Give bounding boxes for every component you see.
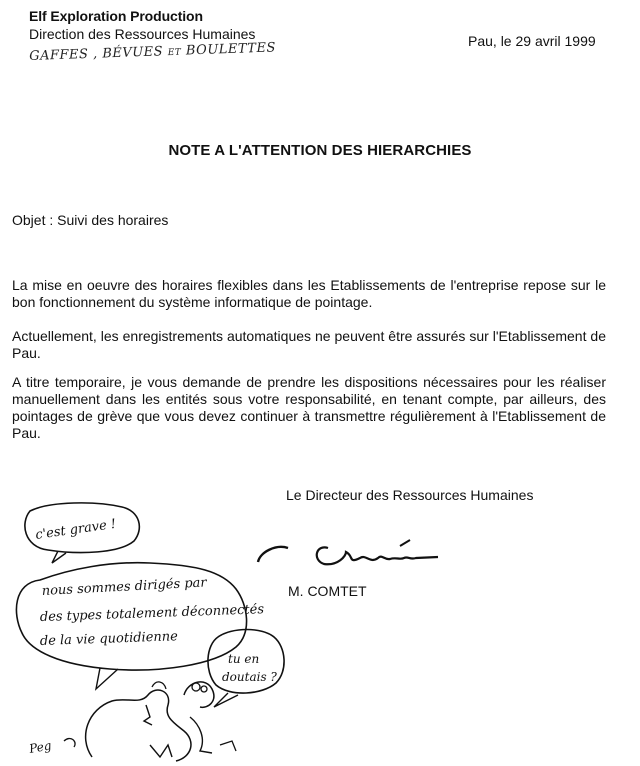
place-date: Pau, le 29 avril 1999 — [468, 33, 596, 49]
department-name: Direction des Ressources Humaines — [29, 26, 256, 42]
document-title: NOTE A L'ATTENTION DES HIERARCHIES — [168, 142, 472, 159]
bubble-large-line-3: de la vie quotidienne — [39, 629, 179, 649]
cartoon-doodle — [0, 495, 640, 766]
artist-signature: Peg — [28, 738, 53, 756]
body-paragraph-2: Actuellement, les enregistrements automatiques ne peuvent être assurés sur l'Etablissement de Pau. — [12, 328, 606, 361]
bubble-large-line-2: des types totalement déconnectés — [39, 602, 265, 625]
body-paragraph-3: A titre temporaire, je vous demande de prendre les dispositions nécessaires pour les réaliser manuellement dans les entités sous votre responsabilité, en tenant compte, par ailleurs, des pointages de grève que vous devez continuer à transmettre régulièrement à l'Etablissement de Pau. — [12, 374, 606, 441]
bubble-small-text: c'est grave ! — [34, 516, 118, 543]
company-name: Elf Exploration Production — [29, 8, 203, 24]
object-line: Objet : Suivi des horaires — [12, 212, 169, 228]
bubble-right-line-2: doutais ? — [222, 670, 277, 684]
signer-title: Le Directeur des Ressources Humaines — [286, 487, 534, 503]
body-paragraph-1: La mise en oeuvre des horaires flexibles dans les Etablissements de l'entreprise repose sur le bon fonctionnement du système informatique de pointage. — [12, 277, 606, 310]
signer-name: M. COMTET — [288, 583, 367, 599]
bubble-large-line-1: nous sommes dirigés par — [41, 575, 207, 599]
creature-right — [184, 682, 214, 707]
handwritten-header-note: GAFFES , BÉVUES et BOULETTES — [29, 40, 277, 64]
bubble-right-line-1: tu en — [228, 652, 260, 666]
creature-left — [86, 690, 191, 761]
